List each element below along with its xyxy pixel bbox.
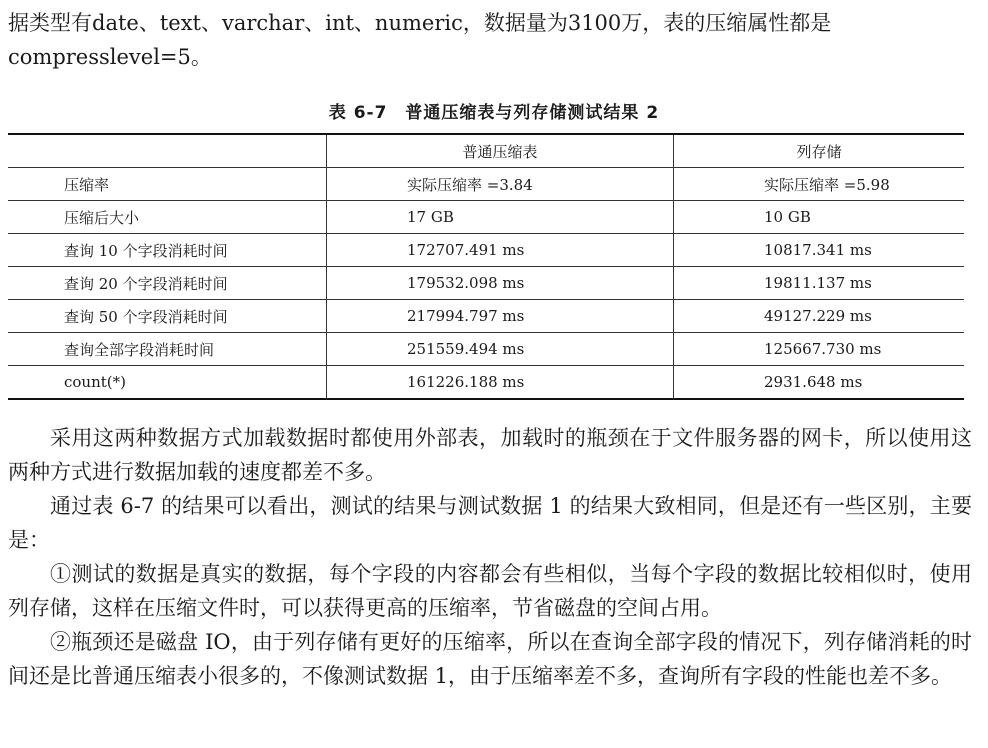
column-storage-value: 19811.137 ms bbox=[674, 267, 965, 300]
column-storage-value: 125667.730 ms bbox=[674, 333, 965, 366]
row-label: 查询 20 个字段消耗时间 bbox=[8, 267, 327, 300]
paragraph-point-1: ①测试的数据是真实的数据，每个字段的内容都会有些相似，当每个字段的数据比较相似时，使用列存储，这样在压缩文件时，可以获得更高的压缩率，节省磁盘的空间占用。 bbox=[8, 562, 972, 620]
table-header-row bbox=[8, 134, 964, 168]
header-column-storage: 列存储 bbox=[674, 134, 965, 168]
table-row bbox=[8, 300, 964, 333]
row-label: 查询 10 个字段消耗时间 bbox=[8, 234, 327, 267]
normal-compression-value: 161226.188 ms bbox=[327, 366, 674, 400]
column-storage-value: 10817.341 ms bbox=[674, 234, 965, 267]
table-row bbox=[8, 201, 964, 234]
column-storage-value: 10 GB bbox=[674, 201, 965, 234]
intro-line-2: compresslevel=5。 bbox=[8, 45, 212, 69]
normal-compression-value: 251559.494 ms bbox=[327, 333, 674, 366]
row-label: 压缩后大小 bbox=[8, 201, 327, 234]
row-label: 查询 50 个字段消耗时间 bbox=[8, 300, 327, 333]
intro-line-1: 据类型有date、text、varchar、int、numeric，数据量为3100万，表的压缩属性都是 bbox=[8, 11, 832, 35]
intro-paragraph bbox=[8, 6, 972, 74]
row-label: 压缩率 bbox=[8, 168, 327, 201]
table-row bbox=[8, 366, 964, 400]
comparison-table bbox=[8, 133, 964, 400]
normal-compression-value: 179532.098 ms bbox=[327, 267, 674, 300]
column-storage-value: 2931.648 ms bbox=[674, 366, 965, 400]
normal-compression-value: 172707.491 ms bbox=[327, 234, 674, 267]
table-row bbox=[8, 168, 964, 201]
header-normal-compression: 普通压缩表 bbox=[327, 134, 674, 168]
column-storage-value: 49127.229 ms bbox=[674, 300, 965, 333]
table-row bbox=[8, 333, 964, 366]
paragraph-point-2: ②瓶颈还是磁盘 IO，由于列存储有更好的压缩率，所以在查询全部字段的情况下，列存储消耗的时间还是比普通压缩表小很多的，不像测试数据 1，由于压缩率差不多，查询所有字段的性能也差不多。 bbox=[8, 630, 972, 688]
column-storage-value: 实际压缩率 =5.98 bbox=[674, 168, 965, 201]
paragraph-comparison: 通过表 6-7 的结果可以看出，测试的结果与测试数据 1 的结果大致相同，但是还有一些区别，主要是： bbox=[8, 494, 972, 552]
table-row bbox=[8, 234, 964, 267]
row-label: 查询全部字段消耗时间 bbox=[8, 333, 327, 366]
normal-compression-value: 实际压缩率 =3.84 bbox=[327, 168, 674, 201]
header-empty-cell bbox=[8, 134, 327, 168]
table-caption: 表 6-7 普通压缩表与列存储测试结果 2 bbox=[328, 103, 660, 123]
row-label: count(*) bbox=[8, 366, 327, 400]
normal-compression-value: 17 GB bbox=[327, 201, 674, 234]
table-row bbox=[8, 267, 964, 300]
normal-compression-value: 217994.797 ms bbox=[327, 300, 674, 333]
paragraph-loading: 采用这两种数据方式加载数据时都使用外部表，加载时的瓶颈在于文件服务器的网卡，所以使用这两种方式进行数据加载的速度都差不多。 bbox=[8, 426, 972, 484]
